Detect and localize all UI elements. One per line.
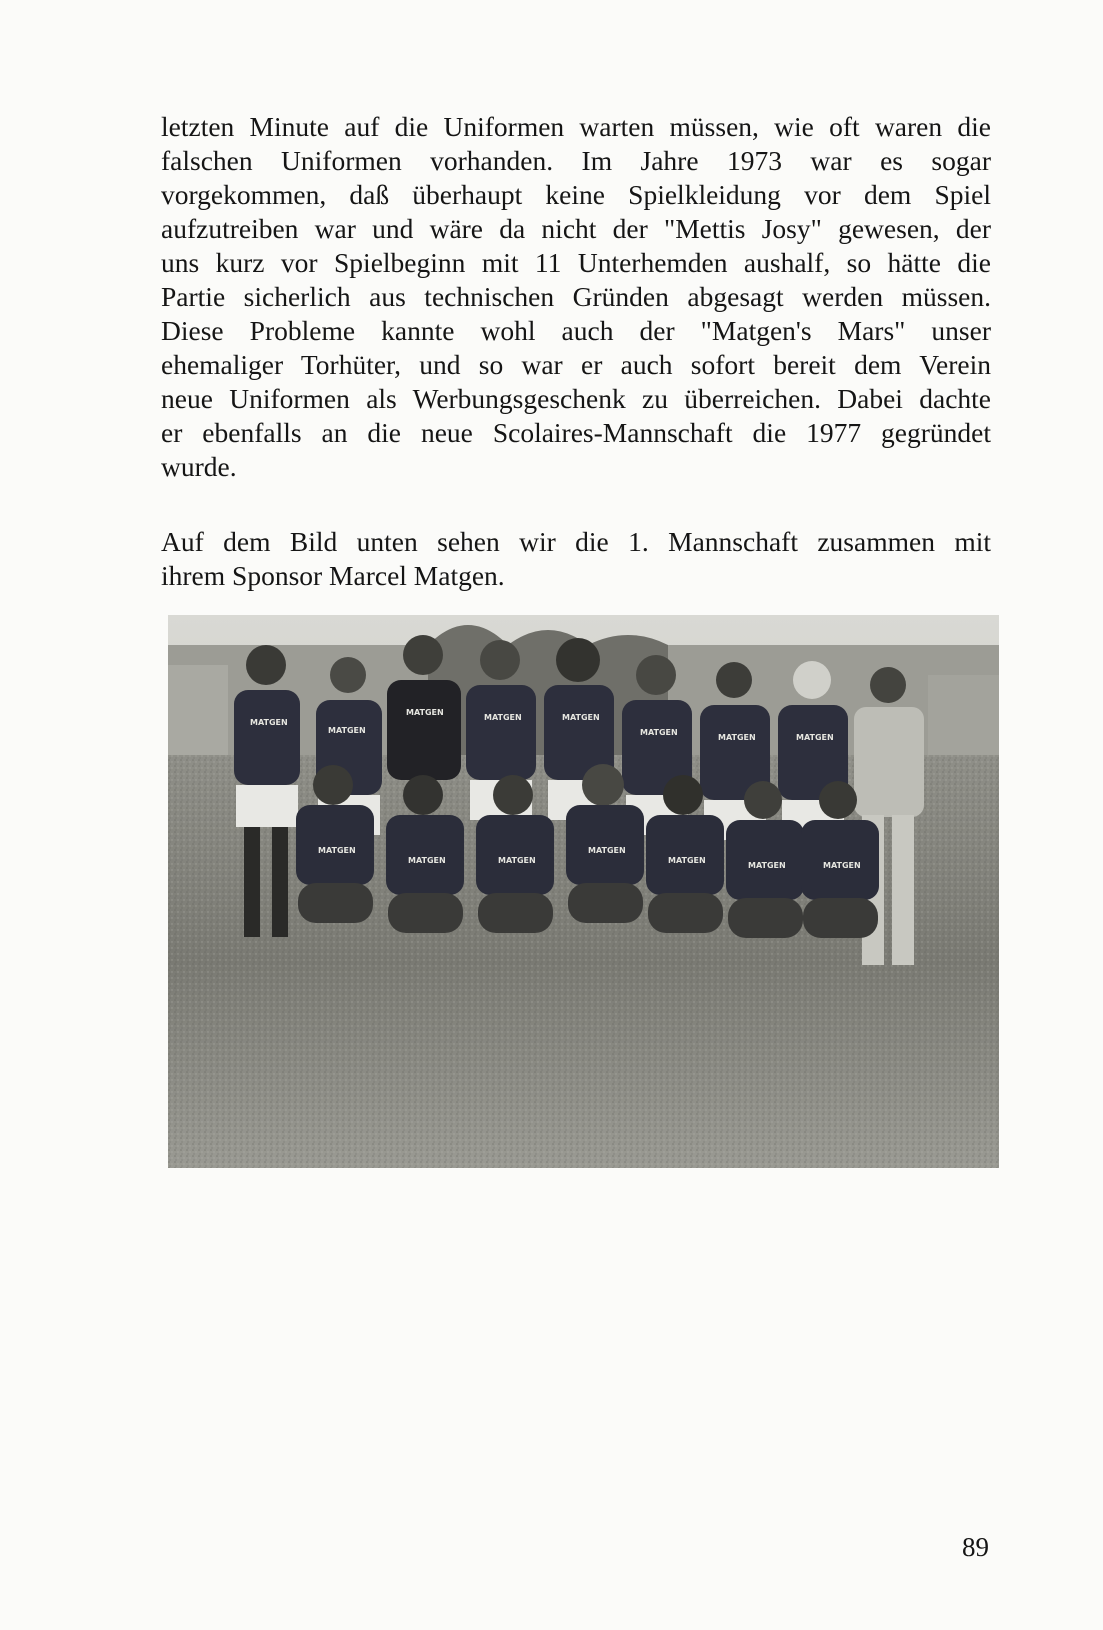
text-line: ihrem Sponsor Marcel Matgen. xyxy=(161,560,505,591)
team-photo-illustration xyxy=(168,615,999,1168)
jersey-text: MATGEN xyxy=(748,861,786,870)
jersey-text: MATGEN xyxy=(796,733,834,742)
text-line: ehemaliger Torhüter, und so war er auch sofort bereit dem Verein xyxy=(161,349,991,380)
jersey-text: MATGEN xyxy=(588,846,626,855)
text-line: falschen Uniformen vorhanden. Im Jahre 1973 war es sogar xyxy=(161,145,991,176)
jersey-text: MATGEN xyxy=(640,728,678,737)
text-line: Diese Probleme kannte wohl auch der "Matgen's Mars" unser xyxy=(161,315,991,346)
page-number: 89 xyxy=(962,1532,989,1562)
text-line: uns kurz vor Spielbeginn mit 11 Unterhemden aushalf, so hätte die xyxy=(161,247,991,278)
text-line: er ebenfalls an die neue Scolaires-Mannschaft die 1977 gegründet xyxy=(161,417,991,448)
jersey-text: MATGEN xyxy=(250,718,288,727)
text-line: neue Uniformen als Werbungsgeschenk zu überreichen. Dabei dachte xyxy=(161,383,991,414)
jersey-text: MATGEN xyxy=(823,861,861,870)
jersey-text: MATGEN xyxy=(562,713,600,722)
jersey-text: MATGEN xyxy=(406,708,444,717)
jersey-text: MATGEN xyxy=(668,856,706,865)
text-line: Partie sicherlich aus technischen Gründen abgesagt werden müssen. xyxy=(161,281,991,312)
text-line: Auf dem Bild unten sehen wir die 1. Mannschaft zusammen mit xyxy=(161,526,991,557)
jersey-text: MATGEN xyxy=(484,713,522,722)
text-line: vorgekommen, daß überhaupt keine Spielkleidung vor dem Spiel xyxy=(161,179,991,210)
paragraph-uniforms xyxy=(161,110,991,484)
paragraph-photo-caption xyxy=(161,525,991,593)
jersey-text: MATGEN xyxy=(318,846,356,855)
text-line: wurde. xyxy=(161,451,237,482)
jersey-text: MATGEN xyxy=(718,733,756,742)
jersey-text: MATGEN xyxy=(408,856,446,865)
team-photo xyxy=(168,615,999,1168)
jersey-text: MATGEN xyxy=(498,856,536,865)
jersey-text: MATGEN xyxy=(328,726,366,735)
text-line: letzten Minute auf die Uniformen warten müssen, wie oft waren die xyxy=(161,111,991,142)
text-line: aufzutreiben war und wäre da nicht der "Mettis Josy" gewesen, der xyxy=(161,213,991,244)
